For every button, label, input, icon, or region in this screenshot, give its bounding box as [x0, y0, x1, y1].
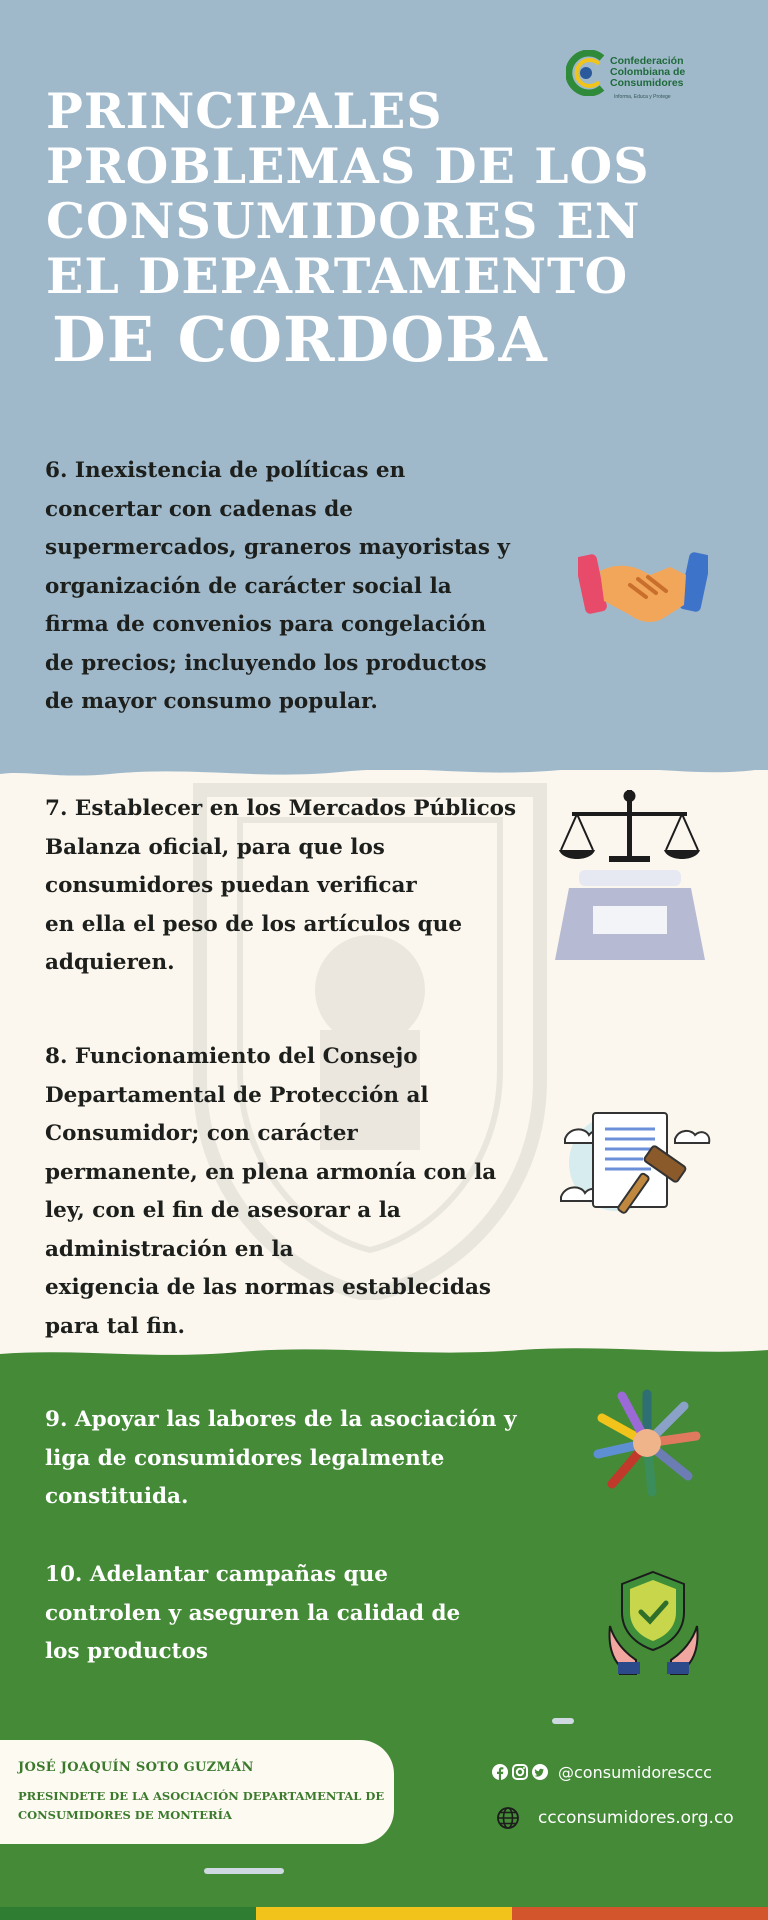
problem-item-10: 10. Adelantar campañas que controlen y aseguren la calidad de los productos — [45, 1562, 461, 1664]
social-handle[interactable]: @consumidoresccc — [558, 1762, 712, 1782]
website-link[interactable]: ccconsumidores.org.co — [538, 1808, 734, 1828]
title-line-big: DE CORDOBA — [52, 303, 548, 376]
title-line-3: CONSUMIDORES EN — [46, 192, 641, 250]
bottom-bar-yellow — [256, 1907, 512, 1920]
decor-dash — [552, 1718, 574, 1724]
shield-hands-icon — [606, 1570, 701, 1675]
instagram-icon[interactable] — [512, 1764, 528, 1780]
author-card — [0, 1740, 394, 1844]
problem-item-7: 7. Establecer en los Mercados Públicos Balanza oficial, para que los consumidores puedan verificar en ella el peso de los artículos que adquieren. — [45, 796, 517, 975]
document-gavel-icon — [555, 1105, 715, 1225]
handshake-icon — [578, 545, 708, 635]
problem-item-9: 9. Apoyar las labores de la asociación y liga de consumidores legalmente constituida. — [45, 1407, 517, 1509]
problem-item-8: 8. Funcionamiento del Consejo Departamental de Protección al Consumidor; con carácter permanente, en plena armonía con la ley, con el fin de asesorar a la administración en la exigencia de las normas establecidas para tal fin. — [45, 1044, 497, 1339]
bottom-bar-orange — [512, 1907, 768, 1920]
decor-dash — [204, 1868, 284, 1874]
website-row — [496, 1806, 734, 1830]
social-row — [492, 1760, 712, 1784]
author-role: PRESINDETE DE LA ASOCIACIÓN DEPARTAMENTAL DE CONSUMIDORES DE MONTERÍA — [18, 1789, 385, 1822]
bottom-color-bar — [0, 1907, 768, 1920]
title-line-4: EL DEPARTAMENTO — [46, 247, 629, 305]
title-line-1: PRINCIPALES — [46, 82, 443, 140]
united-hands-icon — [592, 1388, 702, 1498]
page-title — [46, 84, 650, 376]
problem-item-6: 6. Inexistencia de políticas en concertar con cadenas de supermercados, graneros mayoristas y organización de carácter social la firma de convenios para congelación de precios; incluyendo los productos de mayor consumo popular. — [45, 458, 510, 714]
twitter-icon[interactable] — [532, 1764, 548, 1780]
facebook-icon[interactable] — [492, 1764, 508, 1780]
bottom-bar-green — [0, 1907, 256, 1920]
scale-icon — [547, 790, 712, 965]
title-line-2: PROBLEMAS DE LOS — [46, 137, 650, 195]
author-name: JOSÉ JOAQUÍN SOTO GUZMÁN — [18, 1760, 254, 1775]
logo-line-2: Colombiana de — [610, 66, 686, 78]
globe-icon — [496, 1806, 520, 1830]
logo-line-3: Consumidores — [610, 77, 684, 89]
logo-line-1: Confederación — [610, 55, 684, 67]
logo-tagline: Informa, Educa y Protege — [614, 94, 671, 100]
